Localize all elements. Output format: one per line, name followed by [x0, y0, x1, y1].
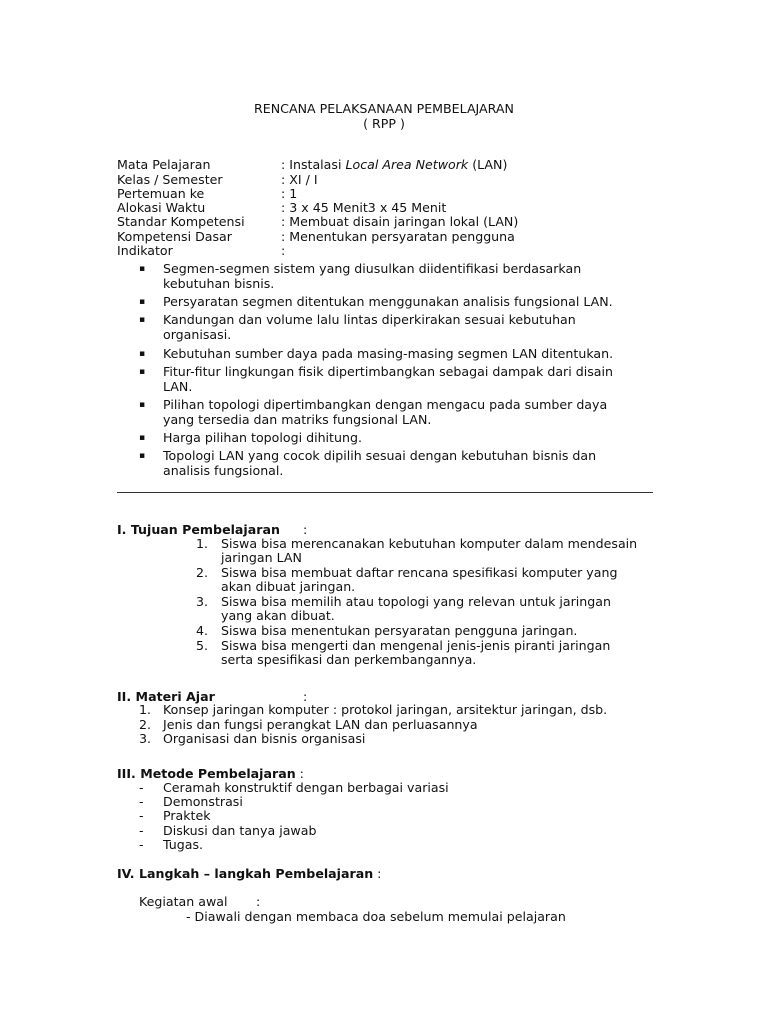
dash-mark: - — [139, 794, 144, 809]
info-value-alokasi: : 3 x 45 Menit3 x 45 Menit — [281, 200, 447, 215]
list-item: Ceramah konstruktif dengan berbagai variasi — [163, 780, 449, 795]
list-item: yang tersedia dan matriks fungsional LAN. — [163, 412, 432, 427]
list-item: Segmen-segmen sistem yang diusulkan diidentifikasi berdasarkan — [163, 261, 582, 276]
bullet-icon: ▪ — [139, 264, 146, 274]
section-heading-materi: II. Materi Ajar — [117, 689, 215, 704]
list-number: 1. — [139, 702, 152, 717]
list-number: 1. — [196, 536, 209, 551]
dash-mark: - — [139, 837, 144, 852]
sub-label-kegiatan-awal: Kegiatan awal — [139, 894, 228, 909]
document-title: RENCANA PELAKSANAAN PEMBELAJARAN — [254, 101, 514, 116]
list-item: akan dibuat jaringan. — [221, 579, 356, 594]
list-item: Demonstrasi — [163, 794, 243, 809]
section-heading-langkah: IV. Langkah – langkah Pembelajaran : — [117, 866, 382, 881]
list-item: Fitur-fitur lingkungan fisik dipertimbangkan sebagai dampak dari disain — [163, 364, 613, 379]
bullet-icon: ▪ — [139, 367, 146, 377]
list-item: Organisasi dan bisnis organisasi — [163, 731, 366, 746]
info-value-kelas: : XI / I — [281, 172, 318, 187]
bullet-icon: ▪ — [139, 433, 146, 443]
list-item: Kandungan dan volume lalu lintas diperkirakan sesuai kebutuhan — [163, 312, 576, 327]
list-item: Siswa bisa mengerti dan mengenal jenis-jenis piranti jaringan — [221, 638, 611, 653]
list-item: serta spesifikasi dan perkembangannya. — [221, 652, 477, 667]
section-colon: : — [303, 522, 308, 537]
info-label-mata-pelajaran: Mata Pelajaran — [117, 157, 211, 172]
list-number: 2. — [139, 717, 152, 732]
list-item: Siswa bisa memilih atau topologi yang relevan untuk jaringan — [221, 594, 611, 609]
list-item: Konsep jaringan komputer : protokol jaringan, arsitektur jaringan, dsb. — [163, 702, 608, 717]
list-item: LAN. — [163, 379, 193, 394]
info-label-indikator: Indikator — [117, 243, 173, 258]
sub-colon: : — [256, 894, 261, 909]
list-item: Siswa bisa merencanakan kebutuhan komputer dalam mendesain — [221, 536, 638, 551]
bullet-icon: ▪ — [139, 400, 146, 410]
list-item: Harga pilihan topologi dihitung. — [163, 430, 362, 445]
list-item: organisasi. — [163, 327, 232, 342]
bullet-icon: ▪ — [139, 297, 146, 307]
list-item: - Diawali dengan membaca doa sebelum memulai pelajaran — [186, 909, 566, 924]
list-item: Topologi LAN yang cocok dipilih sesuai dengan kebutuhan bisnis dan — [163, 448, 597, 463]
dash-mark: - — [139, 808, 144, 823]
divider — [117, 492, 653, 493]
bullet-icon: ▪ — [139, 349, 146, 359]
list-item: kebutuhan bisnis. — [163, 276, 275, 291]
list-number: 4. — [196, 623, 209, 638]
info-label-kelas: Kelas / Semester — [117, 172, 223, 187]
info-value-mata-pelajaran: : Instalasi Local Area Network (LAN) — [281, 157, 508, 172]
info-value-pertemuan: : 1 — [281, 186, 298, 201]
list-item: Jenis dan fungsi perangkat LAN dan perluasannya — [163, 717, 478, 732]
section-colon: : — [303, 689, 308, 704]
info-label-alokasi: Alokasi Waktu — [117, 200, 206, 215]
list-item: Kebutuhan sumber daya pada masing-masing segmen LAN ditentukan. — [163, 346, 614, 361]
list-item: analisis fungsional. — [163, 463, 284, 478]
list-item: Siswa bisa menentukan persyaratan pengguna jaringan. — [221, 623, 578, 638]
info-label-standar: Standar Kompetensi — [117, 214, 245, 229]
list-item: yang akan dibuat. — [221, 608, 335, 623]
list-number: 5. — [196, 638, 209, 653]
info-label-pertemuan: Pertemuan ke — [117, 186, 205, 201]
list-item: Pilihan topologi dipertimbangkan dengan mengacu pada sumber daya — [163, 397, 608, 412]
list-item: Tugas. — [163, 837, 204, 852]
info-value-kompetensi: : Menentukan persyaratan pengguna — [281, 229, 515, 244]
section-heading-tujuan: I. Tujuan Pembelajaran — [117, 522, 280, 537]
section-heading-metode: III. Metode Pembelajaran : — [117, 766, 304, 781]
dash-mark: - — [139, 780, 144, 795]
list-number: 2. — [196, 565, 209, 580]
bullet-icon: ▪ — [139, 315, 146, 325]
info-label-kompetensi: Kompetensi Dasar — [117, 229, 232, 244]
list-item: Siswa bisa membuat daftar rencana spesifikasi komputer yang — [221, 565, 618, 580]
list-item: jaringan LAN — [221, 550, 302, 565]
info-value-indikator: : — [281, 243, 286, 258]
bullet-icon: ▪ — [139, 451, 146, 461]
dash-mark: - — [139, 823, 144, 838]
list-number: 3. — [139, 731, 152, 746]
list-item: Persyaratan segmen ditentukan menggunakan analisis fungsional LAN. — [163, 294, 613, 309]
info-value-standar: : Membuat disain jaringan lokal (LAN) — [281, 214, 519, 229]
list-number: 3. — [196, 594, 209, 609]
list-item: Diskusi dan tanya jawab — [163, 823, 317, 838]
list-item: Praktek — [163, 808, 211, 823]
document-subtitle: ( RPP ) — [363, 116, 405, 131]
